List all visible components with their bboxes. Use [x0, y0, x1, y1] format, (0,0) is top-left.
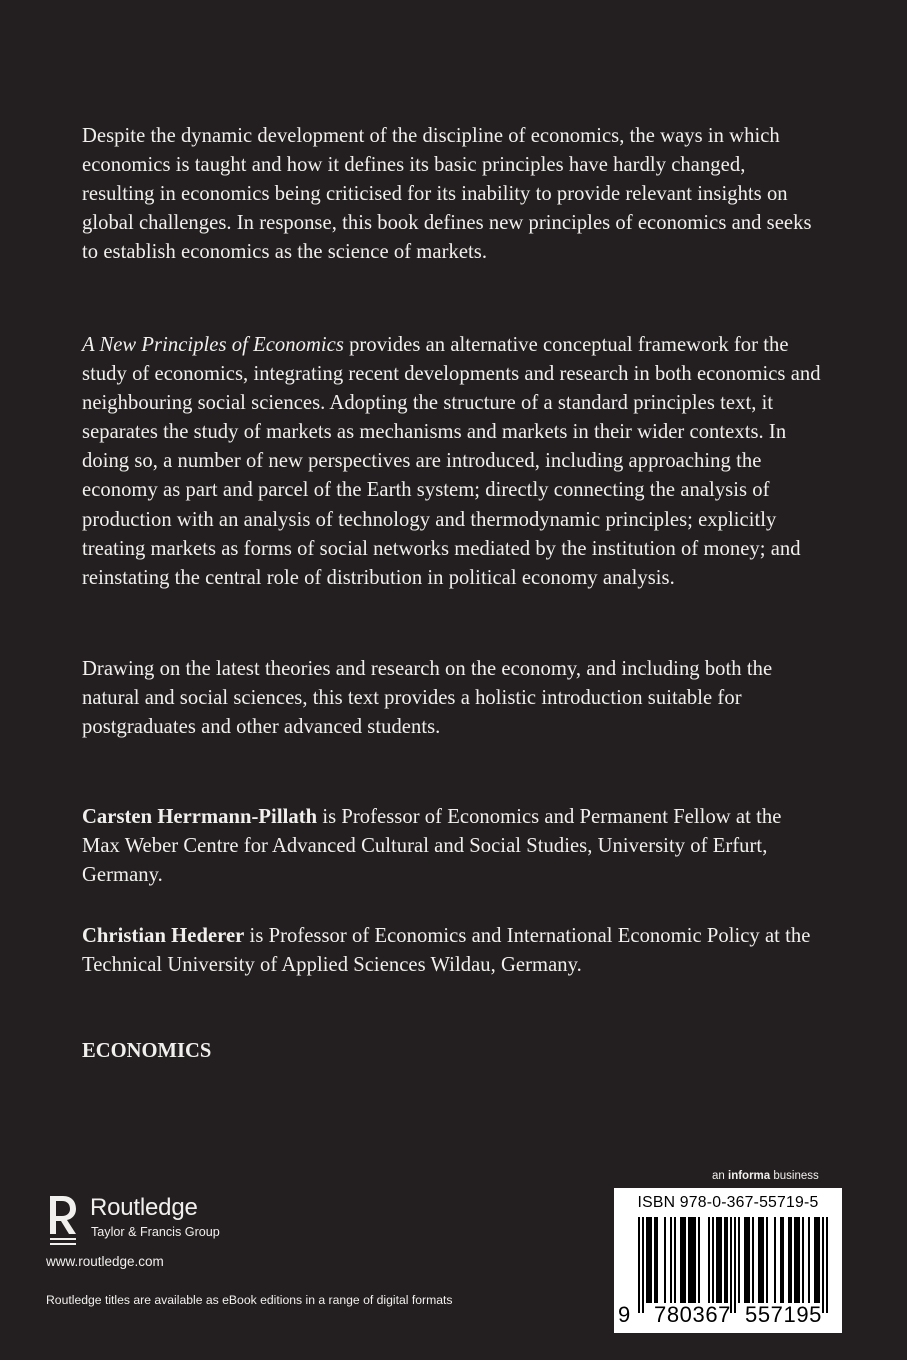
ebook-availability-note: Routledge titles are available as eBook editions in a range of digital formats — [46, 1293, 453, 1307]
routledge-r-logo-icon — [46, 1194, 80, 1250]
blurb-paragraph-2-text: provides an alternative conceptual framework for the study of economics, integrating recent developments and research in both economics and neighbouring social sciences. Adopting the structure of a standard principles text, it separates the study of markets as mechanisms and markets in their wider contexts. In doing so, a number of new perspectives are introduced, including approaching the economy as part and parcel of the Earth system; directly connecting the analysis of production with an analysis of technology and thermodynamic principles; explicitly treating markets as forms of social networks mediated by the institution of money; and reinstating the central role of distribution in political economy analysis. — [82, 334, 821, 589]
author-bio-1 — [82, 803, 822, 890]
informa-prefix: an — [712, 1170, 728, 1182]
informa-brand: informa — [728, 1170, 771, 1182]
publisher-group: Taylor & Francis Group — [91, 1225, 220, 1239]
author-bio-2 — [82, 922, 822, 980]
isbn-barcode — [614, 1188, 842, 1333]
publisher-name: Routledge — [90, 1194, 198, 1221]
barcode-digits — [614, 1188, 842, 1333]
isbn-label: ISBN 978-0-367-55719-5 — [637, 1194, 819, 1211]
subject-category: ECONOMICS — [82, 1040, 212, 1062]
author-bio-text-2: is Professor of Economics and International Economic Policy at the Technical University of Applied Sciences Wildau, Germany. — [82, 925, 811, 977]
informa-suffix: business — [770, 1170, 819, 1182]
barcode-digits-right: 557195 — [745, 1302, 823, 1327]
blurb-paragraph-2 — [82, 331, 822, 593]
author-name-2: Christian Hederer — [82, 925, 245, 947]
blurb-paragraph-3: Drawing on the latest theories and research on the economy, and including both the natural and social sciences, this text provides a holistic introduction suitable for postgraduates and other advanced students. — [82, 658, 773, 739]
informa-business-tagline — [712, 1170, 819, 1182]
author-name-1: Carsten Herrmann-Pillath — [82, 806, 318, 828]
blurb-paragraph-1: Despite the dynamic development of the discipline of economics, the ways in which economics is taught and how it defines its basic principles have hardly changed, resulting in economics being criticised for its inability to provide relevant insights on global challenges. In response, this book defines new principles of economics and seeks to establish economics as the science of markets. — [82, 125, 812, 264]
barcode-digits-left: 780367 — [654, 1302, 732, 1327]
book-title-italic: A New Principles of Economics — [82, 334, 344, 356]
publisher-website: www.routledge.com — [46, 1254, 164, 1269]
barcode-digit-lead: 9 — [618, 1302, 631, 1327]
author-bio-text-1: is Professor of Economics and Permanent Fellow at the Max Weber Centre for Advanced Cultural and Social Studies, University of Erfurt, Germany. — [82, 806, 782, 887]
publisher-logo — [46, 1194, 306, 1254]
